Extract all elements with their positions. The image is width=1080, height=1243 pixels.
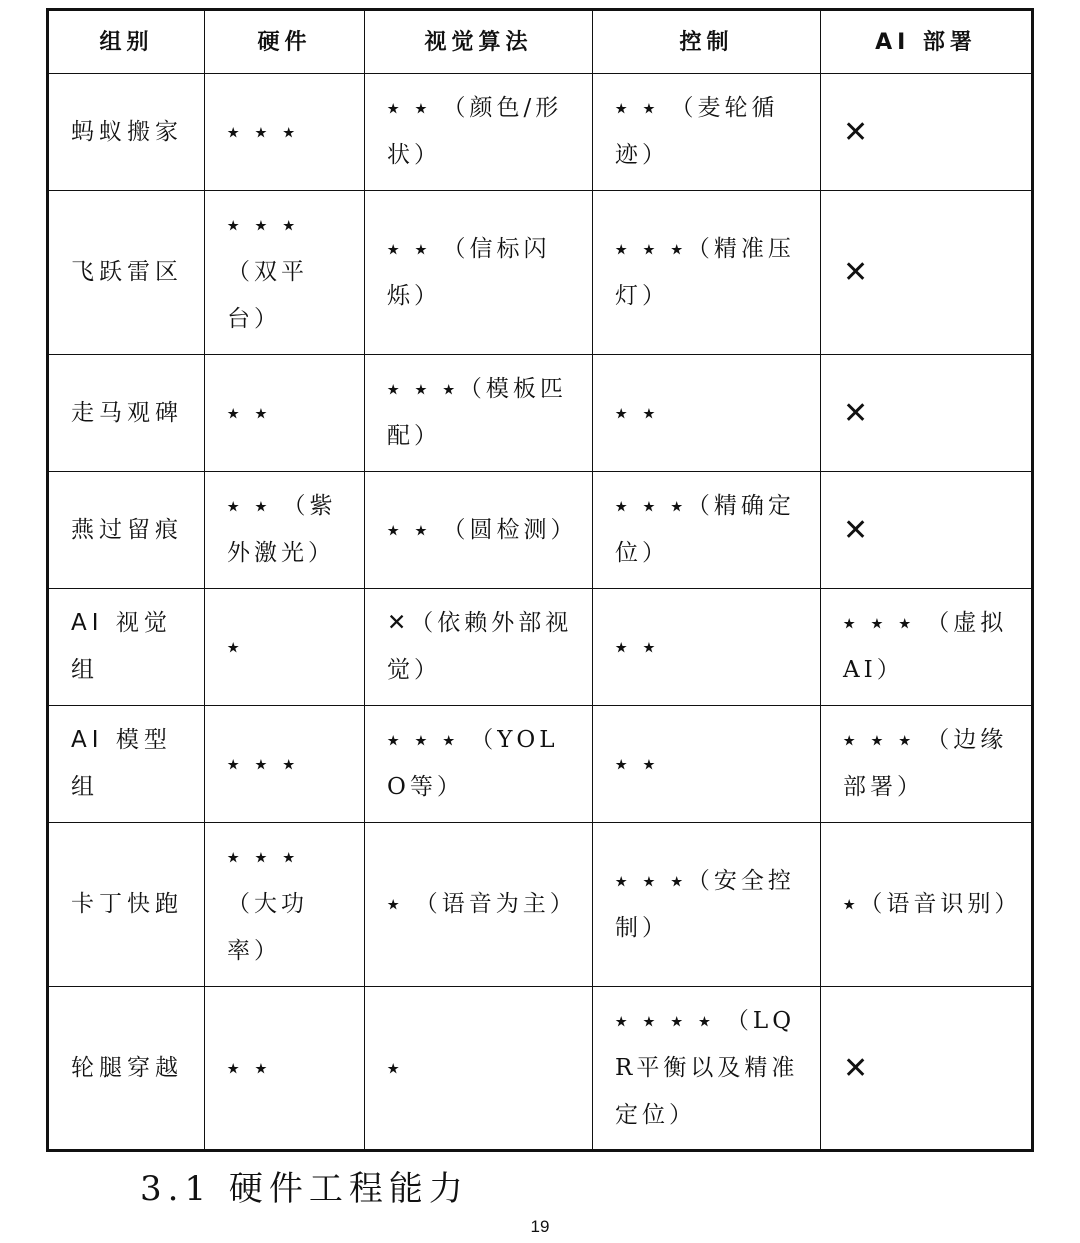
control-cell: ⭑ ⭑ ⭑（安全控制） (593, 823, 821, 987)
control-cell: ⭑ ⭑ （麦轮循迹） (593, 74, 821, 191)
ai-deployment-cell: ⭑ ⭑ ⭑ （边缘部署） (821, 706, 1033, 823)
control-cell: ⭑ ⭑ ⭑ ⭑ （LQR平衡以及精准定位） (593, 987, 821, 1151)
table-row (48, 355, 1033, 472)
hardware-cell: ⭑ ⭑ (205, 987, 365, 1151)
group-cell: AI 视觉组 (48, 589, 205, 706)
control-cell: ⭑ ⭑ (593, 355, 821, 472)
hardware-cell: ⭑ ⭑ ⭑ （双平台） (205, 191, 365, 355)
ai-deployment-cell: ✕ (821, 74, 1033, 191)
hardware-cell: ⭑ (205, 589, 365, 706)
control-cell: ⭑ ⭑ (593, 706, 821, 823)
table-row (48, 706, 1033, 823)
section-heading: 3.1 硬件工程能力 (140, 1169, 469, 1209)
comparison-table (46, 8, 1034, 1152)
vision-cell: ⭑ ⭑ ⭑（模板匹配） (365, 355, 593, 472)
ai-deployment-cell: ✕ (821, 987, 1033, 1151)
vision-cell: ✕（依赖外部视觉） (365, 589, 593, 706)
table-row (48, 589, 1033, 706)
table-row (48, 823, 1033, 987)
group-cell: 卡丁快跑 (48, 823, 205, 987)
hardware-cell: ⭑ ⭑ ⭑ （大功率） (205, 823, 365, 987)
table-header-row (48, 10, 1033, 74)
vision-cell: ⭑ ⭑ （颜色/形状） (365, 74, 593, 191)
header-hardware: 硬件 (205, 10, 365, 74)
control-cell: ⭑ ⭑ (593, 589, 821, 706)
header-ai-deployment: AI 部署 (821, 10, 1033, 74)
group-cell: AI 模型组 (48, 706, 205, 823)
vision-cell: ⭑ （语音为主） (365, 823, 593, 987)
group-cell: 蚂蚁搬家 (48, 74, 205, 191)
vision-cell: ⭑ (365, 987, 593, 1151)
hardware-cell: ⭑ ⭑ (205, 355, 365, 472)
group-cell: 走马观碑 (48, 355, 205, 472)
ai-deployment-cell: ✕ (821, 355, 1033, 472)
group-cell: 轮腿穿越 (48, 987, 205, 1151)
hardware-cell: ⭑ ⭑ ⭑ (205, 706, 365, 823)
control-cell: ⭑ ⭑ ⭑（精准压灯） (593, 191, 821, 355)
page-number: 19 (530, 1217, 550, 1236)
hardware-cell: ⭑ ⭑ ⭑ (205, 74, 365, 191)
group-cell: 飞跃雷区 (48, 191, 205, 355)
ai-deployment-cell: ✕ (821, 472, 1033, 589)
table-row (48, 987, 1033, 1151)
vision-cell: ⭑ ⭑ （信标闪烁） (365, 191, 593, 355)
group-cell: 燕过留痕 (48, 472, 205, 589)
table-row (48, 191, 1033, 355)
vision-cell: ⭑ ⭑ ⭑ （YOLO等） (365, 706, 593, 823)
hardware-cell: ⭑ ⭑ （紫外激光） (205, 472, 365, 589)
control-cell: ⭑ ⭑ ⭑（精确定位） (593, 472, 821, 589)
header-group: 组别 (48, 10, 205, 74)
ai-deployment-cell: ⭑ ⭑ ⭑ （虚拟AI） (821, 589, 1033, 706)
ai-deployment-cell: ✕ (821, 191, 1033, 355)
vision-cell: ⭑ ⭑ （圆检测） (365, 472, 593, 589)
header-vision-algorithm: 视觉算法 (365, 10, 593, 74)
ai-deployment-cell: ⭑（语音识别） (821, 823, 1033, 987)
header-control: 控制 (593, 10, 821, 74)
table-row (48, 74, 1033, 191)
table-row (48, 472, 1033, 589)
